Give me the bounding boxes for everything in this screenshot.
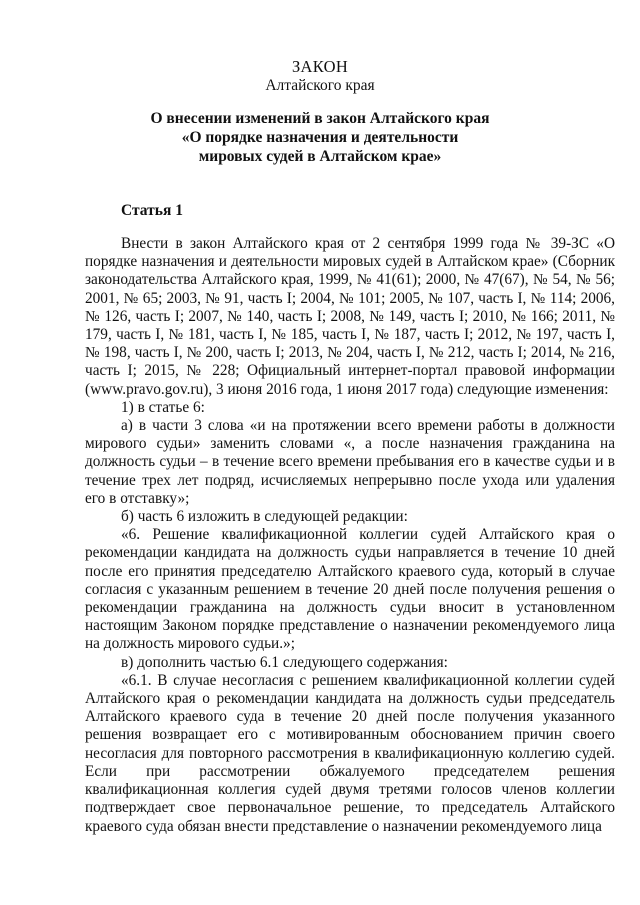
article-paragraph-item-b: б) часть 6 изложить в следующей редакции: bbox=[121, 508, 408, 526]
article-paragraph-item-a: а) в части 3 слова «и на протяжении всего времени работы в должности мирового судьи» заменить словами «, а после назначения гражданина на должность судьи – в течение всего времени пребывания его в качестве судьи и в течение трех лет подряд, исчисляемых непрерывно после ухода или удаления его в отставку»; bbox=[85, 417, 615, 507]
article-paragraph-intro: Внести в закон Алтайского края от 2 сентября 1999 года № 39-ЗС «О порядке назначения и деятельности мировых судей в Алтайском крае» (Сборник законодательства Алтайского края, 1999, № 41(61); 2000, № 47(67), № 54, № 56; 2001, № 65; 2003, № 91, часть I; 2004, № 101; 2005, № 107, часть I, № 114; 2006, № 126, часть I; 2007, № 140, часть I; 2008, № 149, часть I; 2010, № 166; 2011, № 179, часть I, № 181, часть I, № 185, часть I, № 187, часть I; 2012, № 197, часть I, № 198, часть I, № 200, часть I; 2013, № 204, часть I, № 212, часть I; 2014, № 216, часть I; 2015, № 228; Официальный интернет-портал правовой информации (www.pravo.gov.ru), 3 июня 2016 года, 1 июня 2017 года) следующие изменения: bbox=[85, 235, 615, 398]
document-type-heading: ЗАКОН bbox=[291, 57, 349, 76]
law-title-line-3: мировых судей в Алтайском крае» bbox=[198, 148, 442, 165]
article-heading: Статья 1 bbox=[121, 202, 183, 219]
law-title-line-2: «О порядке назначения и деятельности bbox=[181, 129, 459, 146]
article-body bbox=[85, 235, 615, 836]
article-paragraph-part-6-1: «6.1. В случае несогласия с решением квалификационной коллегии судей Алтайского края о рекомендации кандидата на должность судьи председатель Алтайского краевого суда в течение 20 дней после получения указанного решения возвращает его с мотивированным обоснованием причин своего несогласия для повторного рассмотрения в квалификационную коллегию судей. Если при рассмотрении обжалуемого председателем решения квалификационная коллегия судей двумя третями голосов членов коллегии подтверждает свое первоначальное решение, то председатель Алтайского краевого суда обязан внести представление о назначении рекомендуемого лица bbox=[85, 671, 615, 835]
region-subheading: Алтайского края bbox=[265, 77, 375, 94]
article-paragraph-item-v: в) дополнить частью 6.1 следующего содержания: bbox=[121, 653, 448, 671]
law-title-line-1: О внесении изменений в закон Алтайского края bbox=[150, 110, 490, 127]
article-paragraph-item-1: 1) в статье 6: bbox=[121, 398, 205, 416]
article-paragraph-part-6: «6. Решение квалификационной коллегии судей Алтайского края о рекомендации кандидата на должность судьи направляется в течение 10 дней после его принятия председателю Алтайского краевого суда, который в случае согласия с указанным решением в течение 20 дней после получения решения о рекомендации гражданина на должность судьи вносит в установленном настоящим Законом порядке представление о назначении рекомендуемого лица на должность мирового судьи.»; bbox=[85, 526, 615, 653]
